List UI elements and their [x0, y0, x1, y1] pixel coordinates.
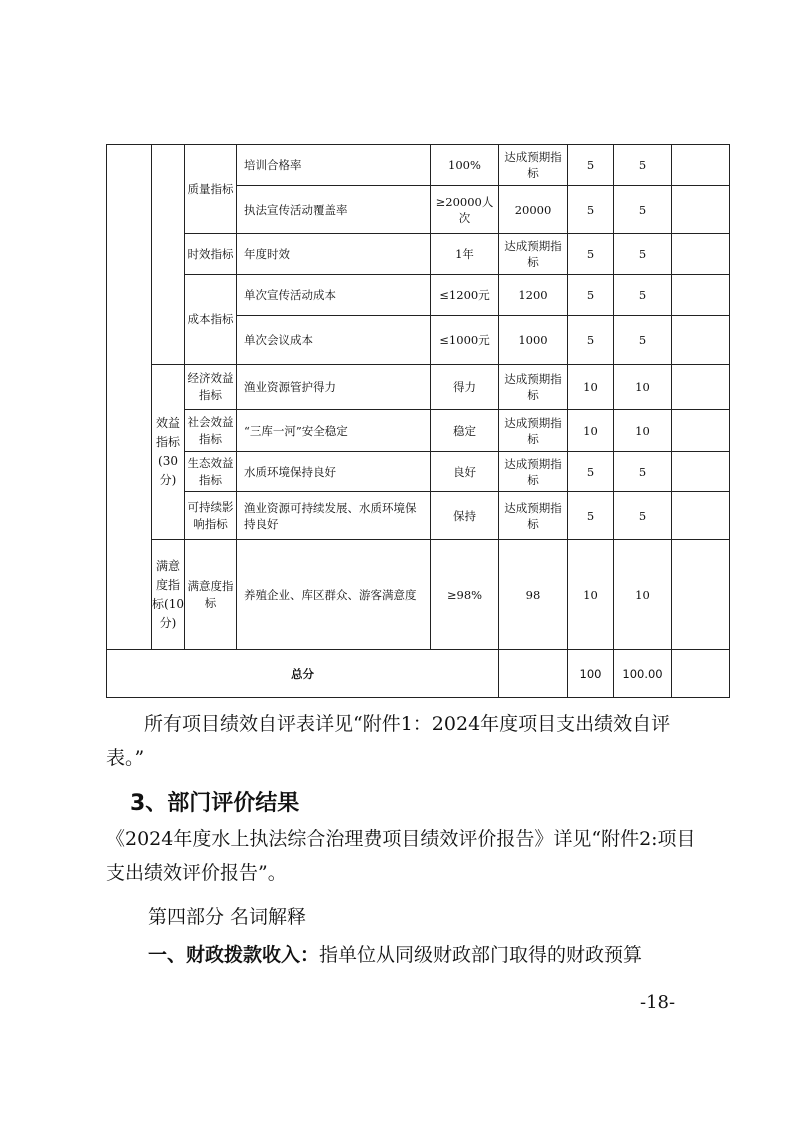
actual-value: 达成预期指标 [499, 365, 568, 410]
indicator-name: 养殖企业、库区群众、游客满意度 [237, 540, 431, 650]
score-value: 5 [614, 234, 672, 275]
actual-value: 98 [499, 540, 568, 650]
table-row [107, 410, 730, 452]
level1-cell-blank [152, 145, 185, 365]
level1-satisfaction: 满意度指标(10分) [152, 540, 185, 650]
total-note [672, 650, 730, 698]
actual-value: 达成预期指标 [499, 452, 568, 492]
target-value: 保持 [431, 492, 499, 540]
table-row [107, 365, 730, 410]
weight-value: 5 [568, 452, 614, 492]
note-value [672, 492, 730, 540]
target-value: ≤1000元 [431, 316, 499, 365]
indicator-name: 单次宣传活动成本 [237, 275, 431, 316]
note-value [672, 316, 730, 365]
actual-value: 20000 [499, 186, 568, 234]
level1-benefit: 效益指标(30分) [152, 365, 185, 540]
performance-table [106, 144, 730, 698]
total-score: 100.00 [614, 650, 672, 698]
score-value: 10 [614, 410, 672, 452]
definition-paragraph [148, 938, 708, 972]
table-row [107, 234, 730, 275]
actual-value: 达成预期指标 [499, 145, 568, 186]
target-value: ≥20000人次 [431, 186, 499, 234]
target-value: ≥98% [431, 540, 499, 650]
score-value: 5 [614, 186, 672, 234]
sub-indicator-timeliness: 时效指标 [185, 234, 237, 275]
total-label: 总分 [107, 650, 499, 698]
score-value: 10 [614, 540, 672, 650]
score-value: 10 [614, 365, 672, 410]
total-row [107, 650, 730, 698]
note-value [672, 186, 730, 234]
note-value [672, 365, 730, 410]
indicator-name: 执法宣传活动覆盖率 [237, 186, 431, 234]
indicator-name: 水质环境保持良好 [237, 452, 431, 492]
target-value: 良好 [431, 452, 499, 492]
note-value [672, 452, 730, 492]
score-value: 5 [614, 452, 672, 492]
part-four-title: 第四部分 名词解释 [148, 906, 307, 928]
sub-indicator-quality: 质量指标 [185, 145, 237, 234]
definition-term: 一、财政拨款收入： [148, 944, 320, 966]
level0-cell-blank [107, 145, 152, 650]
indicator-name: 单次会议成本 [237, 316, 431, 365]
actual-value: 1000 [499, 316, 568, 365]
target-value: 1年 [431, 234, 499, 275]
target-value: 得力 [431, 365, 499, 410]
actual-value: 达成预期指标 [499, 410, 568, 452]
total-target [499, 650, 568, 698]
target-value: ≤1200元 [431, 275, 499, 316]
actual-value: 达成预期指标 [499, 234, 568, 275]
score-value: 5 [614, 275, 672, 316]
note-value [672, 234, 730, 275]
weight-value: 5 [568, 145, 614, 186]
actual-value: 达成预期指标 [499, 492, 568, 540]
score-value: 5 [614, 145, 672, 186]
target-value: 100% [431, 145, 499, 186]
note-value [672, 275, 730, 316]
weight-value: 10 [568, 540, 614, 650]
weight-value: 5 [568, 275, 614, 316]
table-row [107, 452, 730, 492]
table-row [107, 275, 730, 316]
indicator-name: 渔业资源可持续发展、水质环境保持良好 [237, 492, 431, 540]
target-value: 稳定 [431, 410, 499, 452]
sub-indicator-ecological: 生态效益指标 [185, 452, 237, 492]
weight-value: 5 [568, 492, 614, 540]
note-value [672, 145, 730, 186]
indicator-name: “三库一河”安全稳定 [237, 410, 431, 452]
definition-text: 指单位从同级财政部门取得的财政预算 [319, 944, 643, 966]
weight-value: 5 [568, 316, 614, 365]
indicator-name: 渔业资源管护得力 [237, 365, 431, 410]
sub-indicator-social: 社会效益指标 [185, 410, 237, 452]
total-weight: 100 [568, 650, 614, 698]
score-value: 5 [614, 492, 672, 540]
table-row [107, 145, 730, 186]
sub-indicator-economic: 经济效益指标 [185, 365, 237, 410]
appendix-note: 所有项目绩效自评表详见“附件1：2024年度项目支出绩效自评表。” [106, 713, 671, 769]
indicator-name: 培训合格率 [237, 145, 431, 186]
weight-value: 10 [568, 365, 614, 410]
sub-indicator-satisfaction: 满意度指标 [185, 540, 237, 650]
weight-value: 5 [568, 186, 614, 234]
actual-value: 1200 [499, 275, 568, 316]
score-value: 5 [614, 316, 672, 365]
sub-indicator-sustainable: 可持续影响指标 [185, 492, 237, 540]
sub-indicator-cost: 成本指标 [185, 275, 237, 365]
note-value [672, 540, 730, 650]
indicator-name: 年度时效 [237, 234, 431, 275]
weight-value: 5 [568, 234, 614, 275]
weight-value: 10 [568, 410, 614, 452]
section-heading: 3、部门评价结果 [130, 791, 300, 816]
page-number: -18- [640, 992, 676, 1013]
note-value [672, 410, 730, 452]
table-row [107, 540, 730, 650]
evaluation-report-paragraph: 《2024年度水上执法综合治理费项目绩效评价报告》详见“附件2:项目支出绩效评价报告”。 [106, 828, 696, 884]
table-row [107, 492, 730, 540]
